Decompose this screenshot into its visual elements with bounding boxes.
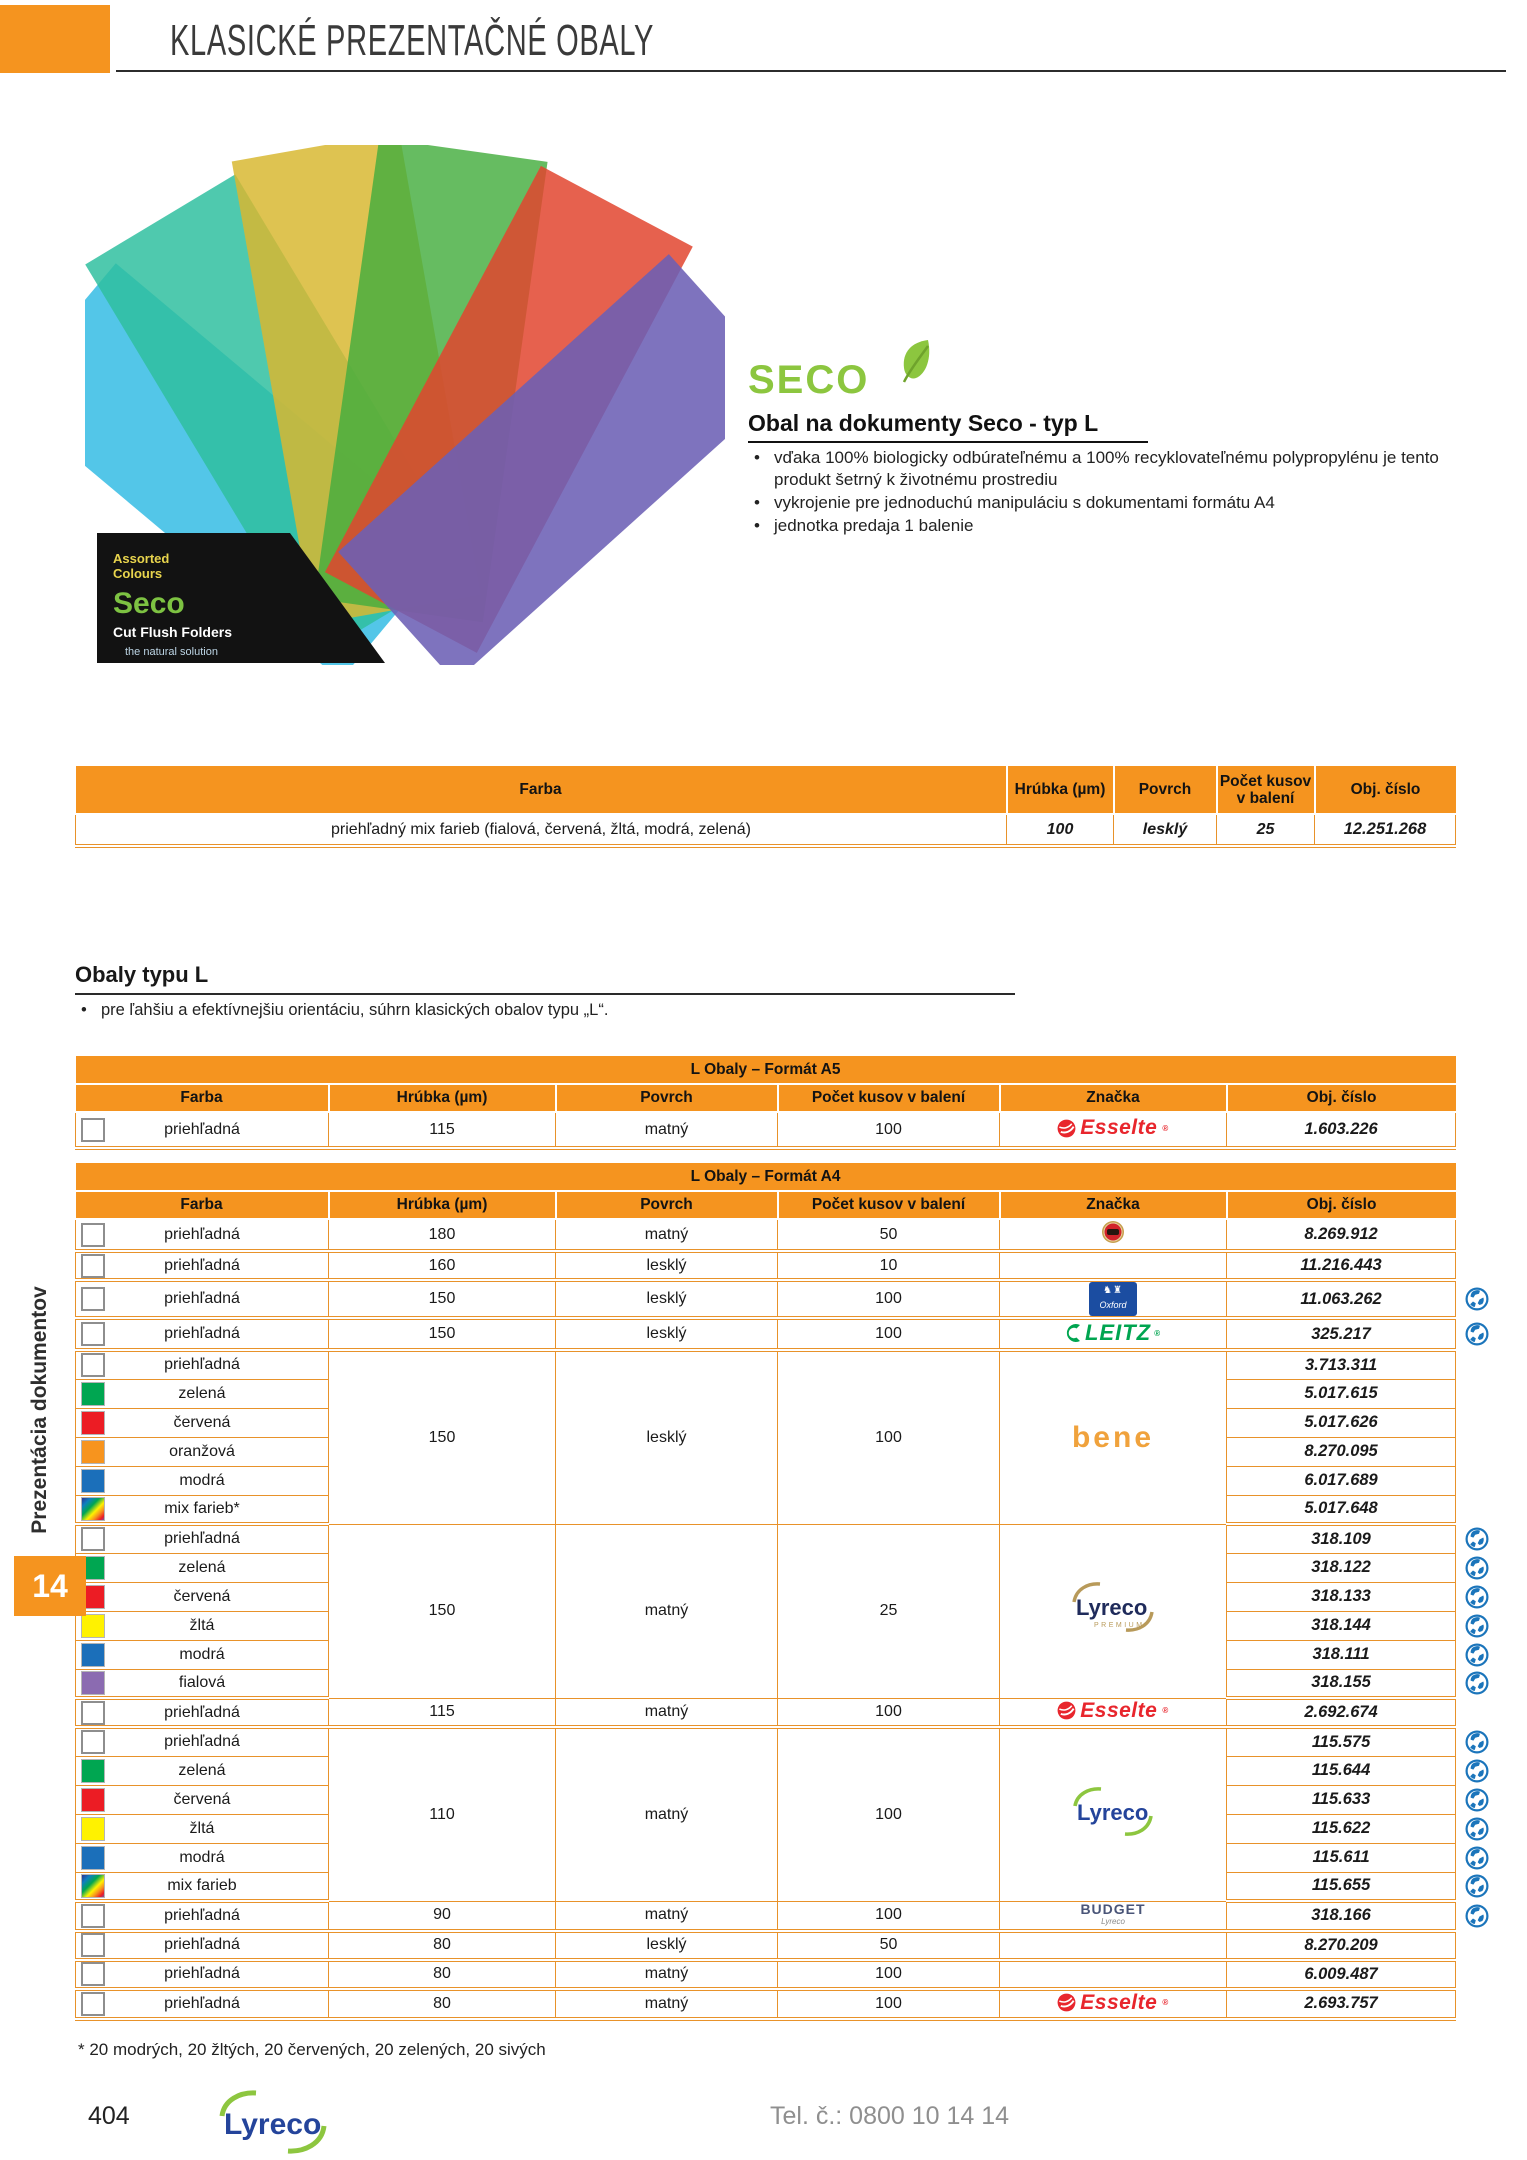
round-brand-badge-logo: [1101, 1220, 1125, 1244]
color-swatch-clear: [81, 1730, 105, 1754]
eco-globe-icon: [1465, 1322, 1489, 1346]
cell-povrch: matný: [556, 1901, 778, 1931]
table-title-row: [76, 1056, 1456, 1084]
svg-text:PREMIUM: PREMIUM: [1094, 1621, 1145, 1629]
page-title: KLASICKÉ PREZENTAČNÉ OBALY: [170, 16, 655, 65]
color-swatch-yellow: [81, 1614, 105, 1638]
cell-obj-cislo: [1227, 1280, 1456, 1318]
order-number: 318.133: [1311, 1587, 1371, 1605]
cell-hrubka: 180: [329, 1219, 556, 1251]
color-name: fialová: [178, 1673, 226, 1691]
table-title-row: [76, 1163, 1456, 1191]
eco-globe-icon: [1465, 1643, 1489, 1667]
color-name: zelená: [178, 1761, 226, 1779]
cell-pocet: 100: [778, 1960, 1000, 1989]
column-header: Farba: [76, 1084, 329, 1112]
cell-obj-cislo: [1227, 1437, 1456, 1466]
column-header: Farba: [76, 766, 1007, 814]
order-number: 318.155: [1311, 1673, 1371, 1692]
column-header: Hrúbka (µm): [329, 1084, 556, 1112]
column-header: Značka: [1000, 1084, 1227, 1112]
eco-globe-icon: [1465, 1585, 1489, 1609]
cell-znacka: [1000, 1931, 1227, 1960]
order-number: 8.270.095: [1304, 1442, 1378, 1460]
cell-znacka: [1000, 1350, 1227, 1524]
order-number: 318.109: [1311, 1529, 1371, 1548]
cell-znacka: [1000, 1318, 1227, 1350]
color-swatch-blue: [81, 1469, 105, 1493]
table-row: [76, 814, 1456, 846]
eco-globe-icon: [1465, 1759, 1489, 1783]
cell-obj-cislo: [1227, 1251, 1456, 1280]
svg-text:Lyreco: Lyreco: [224, 2108, 322, 2141]
order-number: 115.575: [1311, 1732, 1371, 1751]
cell-farba: [76, 1901, 329, 1931]
order-number: 115.644: [1311, 1761, 1371, 1779]
color-swatch-orange: [81, 1440, 105, 1464]
color-swatch-clear: [81, 1701, 105, 1725]
color-swatch-blue: [81, 1643, 105, 1667]
cell-obj-cislo: [1227, 1872, 1456, 1901]
color-swatch-red: [81, 1788, 105, 1812]
pack-label-line2: Colours: [113, 566, 163, 581]
order-number: 115.611: [1312, 1848, 1370, 1866]
cell-znacka: [1000, 1698, 1227, 1727]
order-number: 2.693.757: [1304, 1994, 1378, 2013]
esselte-disc-icon: [1057, 1993, 1076, 2012]
cell-obj-cislo: [1227, 1350, 1456, 1379]
cell-obj-cislo: [1227, 1379, 1456, 1408]
cell-farba: [76, 1669, 329, 1698]
color-swatch-clear: [81, 1118, 105, 1142]
cell-obj-cislo: [1227, 1989, 1456, 2020]
section-bullet: • pre ľahšiu a efektívnejšiu orientáciu, súhrn klasických obalov typu „L“.: [75, 999, 1075, 1021]
cell-farba: [76, 1989, 329, 2020]
cell-farba: [76, 1524, 329, 1553]
cell-hrubka: 150: [329, 1524, 556, 1698]
oxford-logo: ♞♜ Oxford: [1089, 1282, 1137, 1316]
folders-fan-image: [85, 145, 725, 665]
cell-obj-cislo: [1227, 1756, 1456, 1785]
product-title: Obal na dokumenty Seco - typ L: [748, 410, 1099, 436]
cell-povrch: lesklý: [556, 1318, 778, 1350]
cell-znacka: [1000, 1989, 1227, 2020]
cell-hrubka: 100: [1007, 814, 1114, 846]
cell-farba: [76, 1553, 329, 1582]
cell-pocet: 25: [1217, 814, 1315, 846]
color-name: modrá: [179, 1645, 225, 1663]
cell-obj-cislo: [1227, 1611, 1456, 1640]
table-row: [76, 1524, 1456, 1553]
cell-obj-cislo: [1227, 1785, 1456, 1814]
cell-hrubka: 80: [329, 1931, 556, 1960]
eco-globe-icon: [1465, 1671, 1489, 1695]
color-swatch-yellow: [81, 1817, 105, 1841]
eco-globe-icon: [1465, 1874, 1489, 1898]
product-title-rule: [748, 441, 1148, 443]
eco-globe-icon: [1465, 1788, 1489, 1812]
cell-obj-cislo: [1227, 1698, 1456, 1727]
product-bullet: • jednotka predaja 1 balenie: [748, 515, 1454, 537]
leitz-logo: LEITZ ®: [1065, 1320, 1161, 1346]
product-bullet: • vďaka 100% biologicky odbúrateľnému a 100% recyklovateľnému polypropylénu je tento produkt šetrný k životnému prostrediu: [748, 447, 1454, 491]
table-row: [76, 1989, 1456, 2020]
cell-farba: [76, 1931, 329, 1960]
color-name: priehľadná: [164, 1965, 240, 1982]
cell-hrubka: 80: [329, 1960, 556, 1989]
eco-globe-icon: [1465, 1817, 1489, 1841]
order-number: 2.692.674: [1304, 1703, 1378, 1721]
color-swatch-mix: [81, 1497, 105, 1521]
cell-obj-cislo: [1227, 1640, 1456, 1669]
cell-povrch: matný: [556, 1112, 778, 1148]
page-number: 404: [88, 2102, 130, 2130]
order-number: 11.216.443: [1300, 1256, 1382, 1274]
section-title: Obaly typu L: [75, 962, 209, 987]
eco-globe-icon: [1465, 1730, 1489, 1754]
svg-text:Lyreco: Lyreco: [1076, 1594, 1148, 1620]
cell-pocet: 50: [778, 1931, 1000, 1960]
cell-pocet: 100: [778, 1989, 1000, 2020]
color-name: priehľadná: [164, 1906, 240, 1924]
order-number: 318.111: [1312, 1645, 1370, 1663]
lyreco-brand-logo: [1061, 1784, 1165, 1840]
color-name: mix farieb: [167, 1876, 237, 1894]
column-header: Obj. číslo: [1227, 1191, 1456, 1219]
cell-obj-cislo: 12.251.268: [1315, 814, 1456, 846]
cell-povrch: matný: [556, 1960, 778, 1989]
cell-znacka: [1000, 1524, 1227, 1698]
table-row: [76, 1219, 1456, 1251]
cell-farba: priehľadný mix farieb (fialová, červená, žltá, modrá, zelená): [76, 814, 1007, 846]
esselte-disc-icon: [1057, 1119, 1076, 1138]
cell-pocet: 100: [778, 1280, 1000, 1318]
cell-obj-cislo: [1227, 1727, 1456, 1756]
table-header-row: [76, 1084, 1456, 1112]
color-name: oranžová: [169, 1442, 235, 1460]
color-name: priehľadná: [164, 1290, 240, 1307]
cell-hrubka: 115: [329, 1698, 556, 1727]
cell-farba: [76, 1280, 329, 1318]
color-name: priehľadná: [164, 1733, 240, 1751]
cell-obj-cislo: [1227, 1669, 1456, 1698]
cell-pocet: 100: [778, 1727, 1000, 1901]
cell-pocet: 100: [778, 1901, 1000, 1931]
color-name: žltá: [189, 1819, 215, 1837]
cell-povrch: matný: [556, 1219, 778, 1251]
cell-farba: [76, 1379, 329, 1408]
cell-farba: [76, 1318, 329, 1350]
column-header: Povrch: [556, 1084, 778, 1112]
sidebar-category-label: Prezentácia dokumentov: [28, 1286, 51, 1534]
header-rule: [116, 70, 1506, 72]
order-number: 5.017.615: [1304, 1384, 1378, 1402]
color-swatch-clear: [81, 1223, 105, 1247]
column-header: Hrúbka (µm): [329, 1191, 556, 1219]
lyreco-premium-logo: [1058, 1578, 1168, 1640]
color-swatch-clear: [81, 1933, 105, 1957]
order-number: 6.017.689: [1304, 1471, 1378, 1489]
eco-globe-icon: [1465, 1614, 1489, 1638]
cell-znacka: [1000, 1280, 1227, 1318]
section-title-rule: [75, 993, 1015, 995]
chapter-tab: 14: [14, 1556, 86, 1616]
cell-farba: [76, 1814, 329, 1843]
table-row: [76, 1251, 1456, 1280]
cell-farba: [76, 1611, 329, 1640]
cell-pocet: 10: [778, 1251, 1000, 1280]
color-swatch-clear: [81, 1992, 105, 2016]
budget-logo: BUDGET Lyreco: [1080, 1900, 1146, 1926]
order-number: 11.063.262: [1300, 1289, 1382, 1308]
color-name: modrá: [179, 1471, 225, 1489]
cell-obj-cislo: [1227, 1318, 1456, 1350]
order-number: 8.269.912: [1304, 1225, 1378, 1243]
esselte-disc-icon: [1057, 1701, 1076, 1720]
product-bullet: • vykrojenie pre jednoduchú manipuláciu s dokumentami formátu A4: [748, 492, 1454, 514]
bene-logo: bene: [1071, 1420, 1155, 1454]
esselte-logo: Esselte ®: [1057, 1699, 1168, 1723]
table-row: [76, 1901, 1456, 1931]
cell-obj-cislo: [1227, 1814, 1456, 1843]
table-row: [76, 1318, 1456, 1350]
color-swatch-clear: [81, 1962, 105, 1986]
cell-farba: [76, 1843, 329, 1872]
svg-text:Lyreco: Lyreco: [1077, 1800, 1149, 1826]
cell-obj-cislo: [1227, 1931, 1456, 1960]
l-obaly-a4-table: [75, 1163, 1456, 2021]
order-number: 115.633: [1311, 1790, 1371, 1808]
column-header: Značka: [1000, 1191, 1227, 1219]
color-swatch-clear: [81, 1527, 105, 1551]
order-number: 3.713.311: [1304, 1355, 1378, 1374]
order-number: 318.122: [1311, 1558, 1371, 1576]
color-swatch-clear: [81, 1353, 105, 1377]
color-swatch-green: [81, 1759, 105, 1783]
order-number: 325.217: [1311, 1324, 1371, 1343]
color-name: priehľadná: [164, 1530, 240, 1548]
color-name: mix farieb*: [164, 1499, 240, 1517]
cell-znacka: [1000, 1727, 1227, 1901]
table-title: L Obaly – Formát A4: [76, 1163, 1456, 1191]
cell-pocet: 100: [778, 1112, 1000, 1148]
order-number: 5.017.626: [1304, 1413, 1378, 1431]
cell-obj-cislo: [1227, 1524, 1456, 1553]
esselte-logo: Esselte ®: [1057, 1991, 1168, 2015]
lyreco-logo: [198, 2086, 348, 2160]
order-number: 318.166: [1311, 1906, 1371, 1925]
oxford-crest-icon: ♞♜: [1103, 1285, 1123, 1296]
cell-povrch: lesklý: [1114, 814, 1217, 846]
column-header: Povrch: [556, 1191, 778, 1219]
table-row: [76, 1350, 1456, 1379]
seco-product-table: [75, 766, 1456, 848]
cell-obj-cislo: [1227, 1582, 1456, 1611]
cell-hrubka: 150: [329, 1318, 556, 1350]
color-name: priehľadná: [164, 1703, 240, 1721]
cell-hrubka: 90: [329, 1901, 556, 1931]
cell-obj-cislo: [1227, 1553, 1456, 1582]
eco-globe-icon: [1465, 1527, 1489, 1551]
eco-globe-icon: [1465, 1904, 1489, 1928]
cell-obj-cislo: [1227, 1112, 1456, 1148]
eco-globe-icon: [1465, 1846, 1489, 1870]
color-swatch-purple: [81, 1671, 105, 1695]
column-header: Hrúbka (µm): [1007, 766, 1114, 814]
product-photo: [85, 145, 725, 665]
cell-obj-cislo: [1227, 1495, 1456, 1524]
seco-logo-text: SECO: [748, 358, 870, 402]
pack-label-line4: the natural solution: [125, 646, 218, 658]
footnote: * 20 modrých, 20 žltých, 20 červených, 20 zelených, 20 sivých: [78, 2040, 546, 2059]
cell-povrch: matný: [556, 1698, 778, 1727]
cell-farba: [76, 1251, 329, 1280]
color-name: priehľadná: [164, 1936, 240, 1953]
column-header: Povrch: [1114, 766, 1217, 814]
color-swatch-blue: [81, 1846, 105, 1870]
color-swatch-mix: [81, 1874, 105, 1898]
eco-globe-icon: [1465, 1287, 1489, 1311]
color-name: červená: [173, 1587, 231, 1605]
column-header: Počet kusov v balení: [778, 1084, 1000, 1112]
table-row: [76, 1931, 1456, 1960]
order-number: 115.655: [1311, 1876, 1371, 1895]
cell-obj-cislo: [1227, 1901, 1456, 1931]
color-name: červená: [173, 1413, 231, 1431]
table-row: [76, 1698, 1456, 1727]
cell-hrubka: 115: [329, 1112, 556, 1148]
cell-obj-cislo: [1227, 1219, 1456, 1251]
cell-farba: [76, 1112, 329, 1148]
cell-povrch: lesklý: [556, 1931, 778, 1960]
order-number: 6.009.487: [1304, 1964, 1378, 1983]
cell-farba: [76, 1582, 329, 1611]
order-number: 318.144: [1311, 1616, 1371, 1634]
color-swatch-clear: [81, 1322, 105, 1346]
cell-farba: [76, 1872, 329, 1901]
pack-label-line3: Cut Flush Folders: [113, 624, 232, 640]
color-name: priehľadná: [164, 1994, 240, 2012]
color-name: priehľadná: [164, 1120, 240, 1138]
cell-farba: [76, 1466, 329, 1495]
cell-povrch: lesklý: [556, 1280, 778, 1318]
seco-logo: [748, 358, 869, 410]
leitz-swoosh-icon: [1065, 1323, 1082, 1343]
cell-obj-cislo: [1227, 1843, 1456, 1872]
table-title: L Obaly – Formát A5: [76, 1056, 1456, 1084]
table-row: [76, 1112, 1456, 1148]
cell-pocet: 100: [778, 1698, 1000, 1727]
table-row: [76, 1727, 1456, 1756]
color-name: červená: [173, 1790, 231, 1808]
cell-farba: [76, 1437, 329, 1466]
cell-hrubka: 160: [329, 1251, 556, 1280]
cell-znacka: [1000, 1219, 1227, 1251]
cell-farba: [76, 1756, 329, 1785]
cell-farba: [76, 1727, 329, 1756]
cell-obj-cislo: [1227, 1960, 1456, 1989]
color-name: priehľadná: [164, 1356, 240, 1374]
color-swatch-green: [81, 1382, 105, 1406]
cell-povrch: matný: [556, 1524, 778, 1698]
color-name: priehľadná: [164, 1225, 240, 1243]
color-name: modrá: [179, 1848, 225, 1866]
eco-globe-icon: [1465, 1556, 1489, 1580]
cell-farba: [76, 1350, 329, 1379]
color-swatch-clear: [81, 1287, 105, 1311]
cell-pocet: 100: [778, 1350, 1000, 1524]
table-row: [76, 1960, 1456, 1989]
cell-farba: [76, 1408, 329, 1437]
table-row: [76, 1280, 1456, 1318]
cell-farba: [76, 1960, 329, 1989]
cell-obj-cislo: [1227, 1466, 1456, 1495]
color-swatch-clear: [81, 1254, 105, 1278]
l-obaly-a5-table: [75, 1056, 1456, 1150]
color-swatch-red: [81, 1411, 105, 1435]
cell-pocet: 25: [778, 1524, 1000, 1698]
color-name: priehľadná: [164, 1256, 240, 1274]
table-header-row: [76, 766, 1456, 814]
cell-znacka: [1000, 1901, 1227, 1931]
cell-pocet: 50: [778, 1219, 1000, 1251]
section-bullet-list: [75, 999, 1075, 1022]
esselte-logo: Esselte ®: [1057, 1116, 1168, 1140]
cell-znacka: [1000, 1251, 1227, 1280]
footer-phone: Tel. č.: 0800 10 14 14: [770, 2102, 1010, 2130]
pack-label-line1: Assorted: [113, 551, 170, 566]
column-header: Farba: [76, 1191, 329, 1219]
cell-povrch: matný: [556, 1989, 778, 2020]
corner-accent-block: [0, 5, 110, 73]
column-header: Počet kusov v balení: [1217, 766, 1315, 814]
pack-label-brand: Seco: [113, 587, 185, 620]
cell-farba: [76, 1698, 329, 1727]
cell-farba: [76, 1640, 329, 1669]
order-number: 1.603.226: [1304, 1120, 1378, 1138]
cell-znacka: [1000, 1960, 1227, 1989]
color-name: žltá: [189, 1616, 215, 1634]
color-name: priehľadná: [164, 1325, 240, 1342]
cell-hrubka: 150: [329, 1280, 556, 1318]
cell-povrch: matný: [556, 1727, 778, 1901]
product-bullet-list: [748, 447, 1454, 538]
color-swatch-clear: [81, 1904, 105, 1928]
cell-hrubka: 110: [329, 1727, 556, 1901]
cell-farba: [76, 1785, 329, 1814]
leaf-icon: [884, 336, 936, 391]
cell-hrubka: 150: [329, 1350, 556, 1524]
order-number: 5.017.648: [1304, 1499, 1378, 1518]
color-name: zelená: [178, 1558, 226, 1576]
cell-pocet: 100: [778, 1318, 1000, 1350]
cell-povrch: lesklý: [556, 1350, 778, 1524]
table-header-row: [76, 1191, 1456, 1219]
cell-obj-cislo: [1227, 1408, 1456, 1437]
cell-hrubka: 80: [329, 1989, 556, 2020]
cell-farba: [76, 1219, 329, 1251]
column-header: Obj. číslo: [1227, 1084, 1456, 1112]
color-name: zelená: [178, 1384, 226, 1402]
column-header: Počet kusov v balení: [778, 1191, 1000, 1219]
order-number: 115.622: [1311, 1819, 1371, 1837]
cell-povrch: lesklý: [556, 1251, 778, 1280]
cell-farba: [76, 1495, 329, 1524]
cell-znacka: [1000, 1112, 1227, 1148]
order-number: 8.270.209: [1304, 1935, 1378, 1954]
column-header: Obj. číslo: [1315, 766, 1456, 814]
